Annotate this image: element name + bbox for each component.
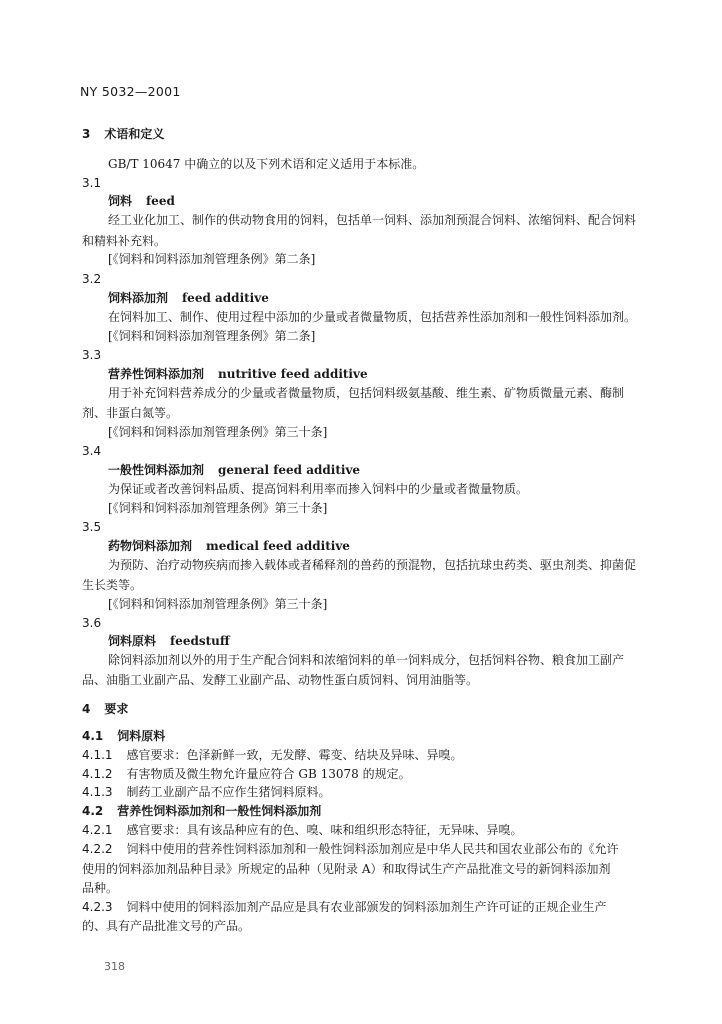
term-en: feed <box>146 194 175 208</box>
item-text: 有害物质及微生物允许量应符合 GB 13078 的规定。 <box>126 767 411 781</box>
requirement-item <box>82 804 321 819</box>
item-text-continuation: 的、具有产品批准文号的产品。 <box>82 919 251 933</box>
term-reference: [《饲料和饲料添加剂管理条例》第三十条] <box>108 597 328 611</box>
term-en: nutritive feed additive <box>218 367 368 381</box>
term-definition: 经工业化加工、制作的供动物食用的饲料，包括单一饲料、添加剂预混合饲料、浓缩饲料、配合饲料 <box>108 213 637 227</box>
term-title <box>108 194 175 209</box>
standard-code: NY 5032—2001 <box>80 84 181 99</box>
term-number: 3.2 <box>82 272 102 286</box>
term-en: feedstuff <box>170 634 230 648</box>
item-number: 4.1.2 <box>82 767 113 781</box>
term-definition: 生长类等。 <box>82 578 143 592</box>
item-number: 4.1.3 <box>82 785 113 799</box>
item-text: 饲料中使用的营养性饲料添加剂和一般性饲料添加剂应是中华人民共和国农业部公布的《允许 <box>126 842 619 856</box>
term-definition: 除饲料添加剂以外的用于生产配合饲料和浓缩饲料的单一饲料成分，包括饲料谷物、粮食加工副产 <box>108 653 625 667</box>
item-text: 制药工业副产品不应作生猪饲料原料。 <box>126 785 331 799</box>
item-text: 感官要求：具有该品种应有的色、嗅、味和组织形态特征，无异味、异嗅。 <box>126 823 523 837</box>
term-definition: 和精料补充料。 <box>82 234 167 248</box>
item-text-continuation: 使用的饲料添加剂品种目录》所规定的品种（见附录 A）和取得试生产产品批准文号的新饲料添加剂 <box>82 862 611 876</box>
term-title <box>108 463 360 478</box>
term-definition: 在饲料加工、制作、使用过程中添加的少量或者微量物质，包括营养性添加剂和一般性饲料添加剂。 <box>108 310 637 324</box>
section-number: 4 <box>82 702 91 716</box>
term-en: medical feed additive <box>206 539 350 553</box>
section-number: 3 <box>82 127 91 141</box>
term-en: general feed additive <box>218 463 361 477</box>
page-number: 318 <box>104 960 125 973</box>
section-3-heading <box>82 127 164 142</box>
item-text: 感官要求：色泽新鲜一致，无发酵、霉变、结块及异味、异嗅。 <box>126 748 463 762</box>
item-number: 4.1 <box>82 729 104 743</box>
term-definition: 剂、非蛋白氮等。 <box>82 406 179 420</box>
term-cn: 饲料 <box>108 194 133 208</box>
requirement-item <box>82 748 463 763</box>
term-title <box>108 634 230 649</box>
term-reference: [《饲料和饲料添加剂管理条例》第二条] <box>108 252 316 266</box>
term-number: 3.4 <box>82 444 102 458</box>
item-text: 饲料原料 <box>117 729 166 743</box>
term-cn: 一般性饲料添加剂 <box>108 463 205 477</box>
item-text: 营养性饲料添加剂和一般性饲料添加剂 <box>117 804 322 818</box>
term-reference: [《饲料和饲料添加剂管理条例》第二条] <box>108 329 316 343</box>
requirement-item <box>82 767 411 782</box>
requirement-item <box>82 900 607 915</box>
item-number: 4.2.1 <box>82 823 113 837</box>
section-3-intro: GB/T 10647 中确立的以及下列术语和定义适用于本标准。 <box>108 157 425 171</box>
term-en: feed additive <box>182 291 269 305</box>
requirement-item <box>82 842 619 857</box>
term-title <box>108 291 269 306</box>
section-title: 术语和定义 <box>104 127 165 141</box>
term-definition: 为预防、治疗动物疾病而掺入载体或者稀释剂的兽药的预混物，包括抗球虫药类、驱虫剂类、抑菌促 <box>108 558 637 572</box>
term-definition: 用于补充饲料营养成分的少量或者微量物质，包括饲料级氨基酸、维生素、矿物质微量元素、酶制 <box>108 386 625 400</box>
term-title <box>108 539 350 554</box>
term-reference: [《饲料和饲料添加剂管理条例》第三十条] <box>108 425 328 439</box>
term-definition: 为保证或者改善饲料品质、提高饲料利用率而掺入饲料中的少量或者微量物质。 <box>108 482 529 496</box>
item-number: 4.2.3 <box>82 900 113 914</box>
term-definition: 品、油脂工业副产品、发酵工业副产品、动物性蛋白质饲料、饲用油脂等。 <box>82 673 479 687</box>
term-title <box>108 367 368 382</box>
term-cn: 药物饲料添加剂 <box>108 539 193 553</box>
item-number: 4.2.2 <box>82 842 113 856</box>
requirement-item <box>82 729 165 744</box>
term-number: 3.6 <box>82 616 102 630</box>
item-number: 4.2 <box>82 804 104 818</box>
section-title: 要求 <box>104 702 129 716</box>
requirement-item <box>82 823 523 838</box>
requirement-item <box>82 785 331 800</box>
term-reference: [《饲料和饲料添加剂管理条例》第三十条] <box>108 501 328 515</box>
term-number: 3.3 <box>82 348 102 362</box>
item-number: 4.1.1 <box>82 748 113 762</box>
section-4-heading <box>82 702 128 717</box>
item-text-continuation: 品种。 <box>82 881 119 895</box>
term-number: 3.5 <box>82 520 102 534</box>
term-number: 3.1 <box>82 176 102 190</box>
item-text: 饲料中使用的饲料添加剂产品应是具有农业部颁发的饲料添加剂生产许可证的正规企业生产 <box>126 900 607 914</box>
term-cn: 饲料原料 <box>108 634 157 648</box>
term-cn: 饲料添加剂 <box>108 291 169 305</box>
term-cn: 营养性饲料添加剂 <box>108 367 205 381</box>
